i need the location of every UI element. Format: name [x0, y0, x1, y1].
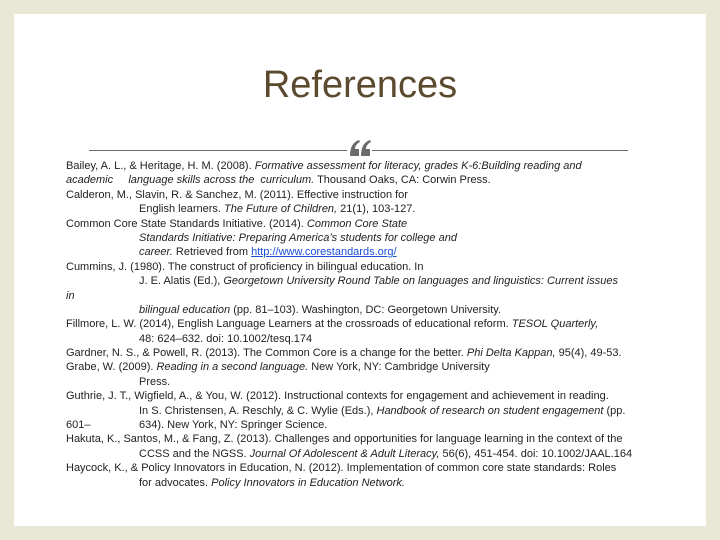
reference-line	[66, 245, 681, 259]
ref-title: Policy Innovators in Education Network.	[211, 476, 405, 489]
ref-text: Bailey, A. L., & Heritage, H. M. (2008).	[66, 160, 255, 172]
reference-line	[66, 461, 681, 475]
ref-text: (pp. 81–103). Washington, DC: Georgetown University.	[230, 303, 501, 316]
reference-line	[66, 389, 681, 403]
reference-line	[66, 404, 681, 418]
ref-title: bilingual education	[139, 303, 231, 316]
reference-line	[66, 159, 681, 173]
ref-title: Common Core State	[306, 217, 408, 230]
ref-text: Common Core State Standards Initiative. (2014).	[66, 217, 307, 230]
ref-text: 601–	[66, 419, 91, 432]
ref-text: Guthrie, J. T., Wigfield, A., & You, W. (2012). Instructional contexts for engagement and achievement in reading.	[66, 390, 609, 403]
ref-text: New York, NY: Cambridge University	[308, 361, 490, 374]
ref-text: Haycock, K., & Policy Innovators in Education, N. (2012). Implementation of common core state standards: Roles	[66, 462, 617, 475]
ref-text: Press.	[139, 375, 171, 388]
ref-title: Formative assessment for literacy, grades K-6:Building reading and	[254, 160, 582, 172]
ref-text: (pp.	[603, 404, 626, 417]
reference-line	[66, 202, 681, 216]
ref-text: 634). New York, NY: Springer Science.	[139, 419, 328, 432]
reference-line	[66, 303, 681, 317]
ref-text: Gardner, N. S., & Powell, R. (2013). The Common Core is a change for the better.	[66, 347, 467, 360]
ref-text: English learners.	[139, 203, 224, 216]
quote-icon	[349, 138, 371, 158]
ref-text: Fillmore, L. W. (2014), English Language Learners at the crossroads of educational reform.	[66, 318, 512, 331]
reference-line	[66, 346, 681, 360]
ref-title: The Future of Children,	[224, 203, 338, 216]
reference-line	[66, 418, 681, 432]
reference-line	[66, 476, 681, 490]
ref-title: Handbook of research on student engagement	[376, 404, 604, 417]
ref-title: Georgetown University Round Table on languages and linguistics: Current issues	[223, 275, 618, 288]
ref-text: 48: 624–632. doi: 10.1002/tesq.174	[139, 332, 313, 345]
ref-text: Thousand Oaks, CA: Corwin Press.	[314, 174, 491, 187]
ref-text: In S. Christensen, A. Reschly, & C. Wylie (Eds.),	[139, 404, 377, 417]
reference-line	[66, 217, 681, 231]
page-title: References	[262, 64, 458, 106]
reference-line	[66, 447, 681, 461]
reference-line	[66, 274, 681, 288]
ref-text: Cummins, J. (1980). The construct of proficiency in bilingual education. In	[66, 260, 424, 273]
references-list	[66, 159, 681, 490]
divider-right	[372, 150, 628, 151]
ref-title: career.	[139, 246, 173, 259]
reference-line	[66, 360, 681, 374]
ref-text: 95(4), 49-53.	[555, 347, 622, 360]
reference-line	[66, 317, 681, 331]
ccss-link[interactable]: http://www.corestandards.org/	[251, 246, 397, 259]
reference-line	[66, 173, 681, 187]
ref-title: Reading in a second language.	[156, 361, 309, 374]
ref-text: Hakuta, K., Santos, M., & Fang, Z. (2013). Challenges and opportunities for language learning in the context of the	[66, 433, 623, 446]
ref-title: Journal Of Adolescent & Adult Literacy,	[249, 447, 440, 460]
ref-text: 56(6), 451-454. doi: 10.1002/JAAL.164	[439, 447, 633, 460]
ref-text: Retrieved from	[172, 246, 252, 259]
reference-line	[66, 432, 681, 446]
ref-title: TESOL Quarterly,	[511, 318, 599, 331]
ref-title: Standards Initiative: Preparing America’s students for college and	[139, 231, 457, 244]
ref-text: Grabe, W. (2009).	[66, 361, 157, 374]
reference-line	[66, 188, 681, 202]
reference-line	[66, 289, 681, 303]
reference-line	[66, 332, 681, 346]
reference-line	[66, 231, 681, 245]
ref-title: in	[66, 289, 75, 302]
ref-text: Calderon, M., Slavin, R. & Sanchez, M. (2011). Effective instruction for	[66, 188, 408, 201]
reference-line	[66, 375, 681, 389]
ref-text: for advocates.	[139, 476, 212, 489]
ref-title: Phi Delta Kappan,	[466, 347, 556, 360]
ref-title: academic language skills across the curriculum.	[66, 174, 315, 187]
ref-text: CCSS and the NGSS.	[139, 447, 250, 460]
divider-left	[89, 150, 347, 151]
reference-line	[66, 260, 681, 274]
ref-text: 21(1), 103-127.	[337, 203, 416, 216]
ref-text: J. E. Alatis (Ed.),	[139, 275, 224, 288]
